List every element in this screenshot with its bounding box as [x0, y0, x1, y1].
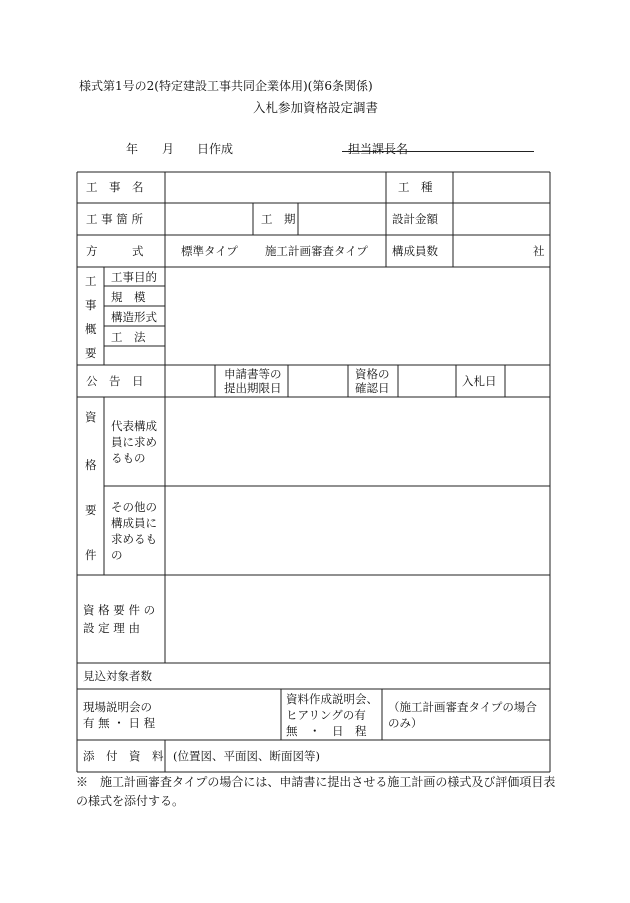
doc-briefing-label-line: 資料作成説明会、	[286, 692, 378, 706]
manager-signature-line	[342, 151, 534, 152]
requirements-reason-label-line: 資 格 要 件 の	[83, 603, 156, 617]
location-label: 工 事 箇 所	[86, 212, 143, 226]
deadline-label-line: 提出期限日	[224, 381, 282, 395]
confirm-date-label-line: 資格の	[355, 367, 390, 381]
date-month-label: 月	[162, 142, 175, 156]
date-year-label: 年	[126, 142, 139, 156]
overview-item-purpose: 工事目的	[111, 270, 157, 284]
overview-item-scale: 規 模	[111, 290, 146, 304]
date-created-label: 日作成	[197, 142, 234, 156]
overview-char: 工	[85, 274, 97, 288]
requirements-char: 要	[85, 503, 97, 517]
members-unit: 社	[533, 244, 545, 258]
deadline-label-line: 申請書等の	[224, 367, 282, 381]
other-member-req-line: その他の	[111, 500, 157, 514]
project-type-label: 工 種	[398, 180, 433, 194]
doc-briefing-label-line: ヒアリングの有	[286, 708, 366, 722]
expected-bidders-label: 見込対象者数	[83, 669, 152, 683]
doc-briefing-note-line: （施工計画審査タイプの場合	[388, 700, 537, 714]
overview-item-method: 工 法	[111, 330, 146, 344]
other-member-req-line: 求めるも	[111, 532, 157, 546]
requirements-reason-label-line: 設 定 理 由	[83, 621, 140, 635]
document-title: 入札参加資格設定調書	[253, 100, 379, 115]
overview-item-structure: 構造形式	[111, 310, 157, 324]
bid-date-label: 入札日	[462, 374, 497, 388]
attachments-value: (位置図、平面図、断面図等)	[173, 749, 320, 763]
overview-char: 要	[85, 346, 97, 360]
announce-date-label: 公 告 日	[86, 374, 144, 388]
rep-member-req-line: 代表構成	[111, 419, 157, 433]
requirements-char: 格	[85, 458, 97, 472]
attachments-label: 添 付 資 料	[83, 749, 164, 763]
site-briefing-label-line: 有 無 ・ 日 程	[83, 716, 156, 730]
other-member-req-line: 構成員に	[111, 516, 157, 530]
site-briefing-label-line: 現場説明会の	[83, 700, 152, 714]
method-standard-option: 標準タイプ	[181, 244, 238, 258]
form-number: 様式第1号の2(特定建設工事共同企業体用)(第6条関係)	[79, 79, 373, 93]
design-amount-label: 設計金額	[392, 212, 438, 226]
overview-char: 事	[85, 298, 97, 312]
rep-member-req-line: 員に求め	[111, 435, 157, 449]
period-label: 工 期	[261, 212, 296, 226]
method-label: 方 式	[86, 244, 144, 258]
doc-briefing-label-line: 無 ・ 日 程	[286, 724, 367, 738]
overview-char: 概	[85, 322, 97, 336]
project-name-label: 工 事 名	[86, 180, 144, 194]
members-count-label: 構成員数	[392, 244, 438, 258]
manager-label: 担当課長名	[348, 142, 409, 156]
method-plan-option: 施工計画審査タイプ	[265, 244, 368, 258]
requirements-char: 資	[85, 410, 97, 424]
rep-member-req-line: るもの	[111, 451, 146, 465]
confirm-date-label-line: 確認日	[355, 381, 390, 395]
footnote: ※ 施工計画審査タイプの場合には、申請書に提出させる施工計画の様式及び評価項目表の様式を添付する。	[76, 775, 556, 808]
other-member-req-line: の	[111, 548, 123, 562]
requirements-char: 件	[85, 548, 97, 562]
doc-briefing-note-line: のみ）	[388, 716, 423, 730]
